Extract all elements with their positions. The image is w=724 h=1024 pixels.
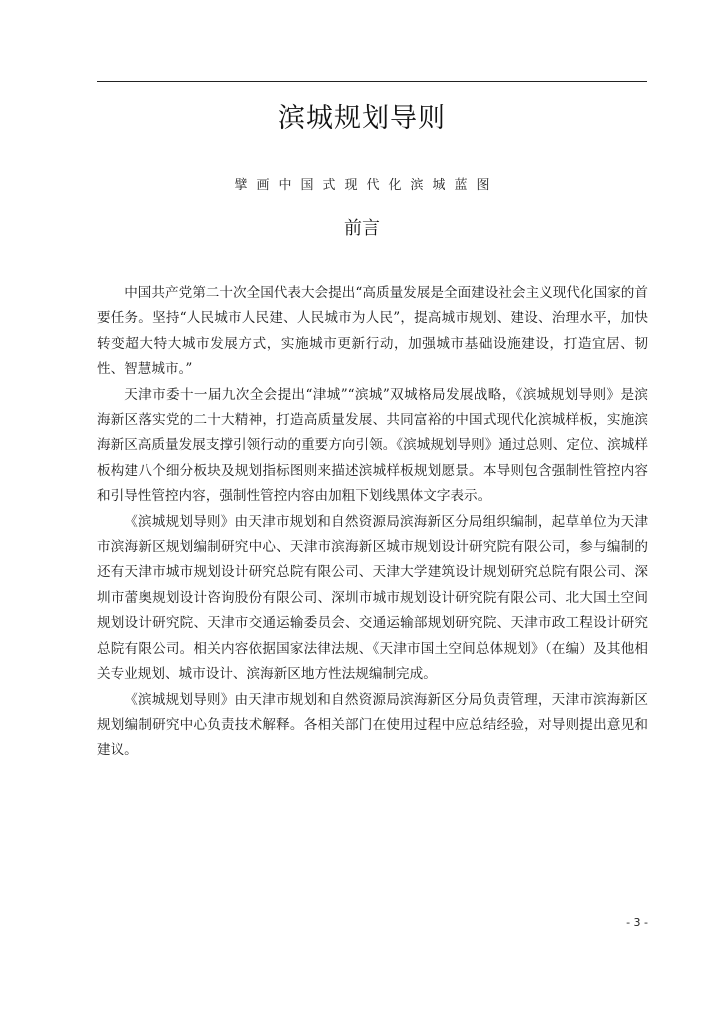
preface-body: [97, 281, 648, 764]
preface-paragraph-2: 天津市委十一届九次全会提出“津城”“滨城”双城格局发展战略，《滨城规划导则》是滨海新区落实党的二十大精神，打造高质量发展、共同富裕的中国式现代化滨城样板，实施滨海新区高质量发展支撑引领行动的重要方向引领。《滨城规划导则》通过总则、定位、滨城样板构建八个细分板块及规划指标图则来描述滨城样板规划愿景。本导则包含强制性管控内容和引导性管控内容，强制性管控内容由加粗下划线黑体文字表示。: [97, 386, 648, 505]
section-heading-preface: 前言: [344, 218, 380, 239]
page-number: - 3 -: [626, 916, 648, 929]
header-rule: [97, 81, 647, 82]
document-subtitle: 擘画中国式现代化滨城蓝图: [234, 178, 499, 193]
preface-paragraph-3: 《滨城规划导则》由天津市规划和自然资源局滨海新区分局组织编制，起草单位为天津市滨海新区规划编制研究中心、天津市滨海新区城市规划设计研究院有限公司，参与编制的还有天津市城市规划设计研究总院有限公司、天津大学建筑设计规划研究总院有限公司、深圳市蕾奥规划设计咨询股份有限公司、深圳市城市规划设计研究院有限公司、北大国土空间规划设计研究院、天津市交通运输委员会、交通运输部规划研究院、天津市政工程设计研究总院有限公司。相关内容依据国家法律法规、《天津市国土空间总体规划》（在编）及其他相关专业规划、城市设计、滨海新区地方性法规编制完成。: [97, 513, 648, 683]
document-title: 滨城规划导则: [278, 103, 446, 134]
preface-paragraph-4: 《滨城规划导则》由天津市规划和自然资源局滨海新区分局负责管理，天津市滨海新区规划编制研究中心负责技术解释。各相关部门在使用过程中应总结经验，对导则提出意见和建议。: [97, 691, 648, 759]
preface-paragraph-1: 中国共产党第二十次全国代表大会提出“高质量发展是全面建设社会主义现代化国家的首要任务。坚持“人民城市人民建、人民城市为人民”，提高城市规划、建设、治理水平，加快转变超大特大城市发展方式，实施城市更新行动，加强城市基础设施建设，打造宜居、韧性、智慧城市。”: [97, 285, 648, 378]
